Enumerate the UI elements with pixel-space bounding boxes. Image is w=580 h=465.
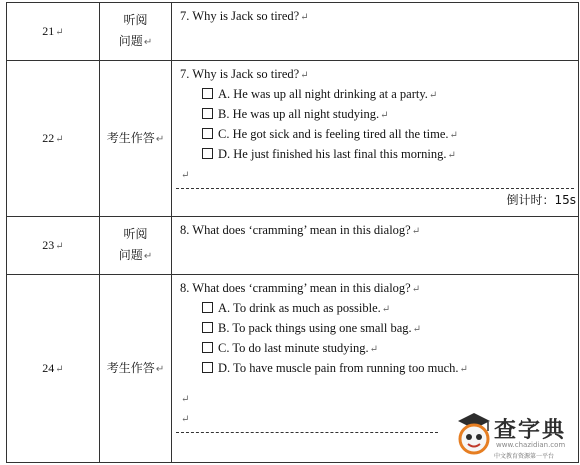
paragraph-mark: ↵ [300, 12, 309, 23]
paragraph-mark: ↵ [143, 251, 153, 262]
question-text: 7. Why is Jack so tired? [180, 9, 300, 23]
checkbox-c[interactable] [202, 128, 213, 139]
paragraph-mark: ↵ [380, 110, 389, 121]
checkbox-b[interactable] [202, 322, 213, 333]
row-number: 22 [42, 131, 55, 145]
checkbox-a[interactable] [202, 302, 213, 313]
option-d[interactable] [172, 144, 578, 164]
paragraph-mark: ↵ [411, 226, 421, 237]
logo-title: 查字典 [494, 418, 567, 443]
option-c[interactable] [172, 338, 578, 358]
type-label-line1: 听阅 [123, 227, 148, 241]
option-b[interactable] [172, 318, 578, 338]
row-type-cell [100, 3, 172, 61]
paragraph-mark: ↵ [181, 170, 190, 181]
countdown-timer: 倒计时：15s [506, 193, 576, 207]
option-d-text: D. To have muscle pain from running too much. [218, 361, 459, 375]
question-text: 8. What does ‘cramming’ mean in this dialog? [180, 281, 411, 295]
logo-subtitle: 中文教育资源第一平台 [494, 453, 555, 460]
paragraph-mark: ↵ [55, 364, 64, 375]
table-row [7, 217, 579, 275]
row-number: 21 [42, 24, 55, 38]
paragraph-mark: ↵ [55, 134, 64, 145]
type-label-line1: 听阅 [123, 13, 148, 27]
option-a[interactable] [172, 84, 578, 104]
checkbox-c[interactable] [202, 342, 213, 353]
paragraph-mark: ↵ [428, 90, 438, 101]
row-number-cell [7, 61, 100, 217]
option-a[interactable] [172, 298, 578, 318]
paragraph-mark: ↵ [143, 37, 153, 48]
question-cell [172, 3, 579, 61]
question-text: 7. Why is Jack so tired? [180, 67, 300, 81]
paragraph-mark: ↵ [449, 130, 458, 141]
option-b-text: B. To pack things using one small bag. [218, 321, 412, 335]
question-cell [172, 217, 579, 275]
option-b-text: B. He was up all night studying. [218, 107, 380, 121]
paragraph-mark: ↵ [459, 364, 468, 375]
row-type-cell [100, 61, 172, 217]
option-d-text: D. He just finished his last final this morning. [218, 147, 447, 161]
checkbox-a[interactable] [202, 88, 213, 99]
option-d[interactable] [172, 358, 578, 378]
option-c-text: C. He got sick and is feeling tired all the time. [218, 127, 449, 141]
paragraph-mark: ↵ [300, 70, 309, 81]
paragraph-mark: ↵ [55, 241, 64, 252]
logo-url: www.chazidian.com [496, 441, 566, 449]
checkbox-d[interactable] [202, 148, 213, 159]
paragraph-mark: ↵ [181, 414, 190, 425]
row-number-cell [7, 217, 100, 275]
answer-cell [172, 61, 579, 217]
mascot-icon [450, 407, 494, 463]
type-label: 考生作答 [106, 130, 155, 145]
table-row [7, 3, 579, 61]
option-b[interactable] [172, 104, 578, 124]
row-number: 24 [42, 361, 55, 375]
option-c-text: C. To do last minute studying. [218, 341, 369, 355]
option-a-text: A. He was up all night drinking at a party. [218, 87, 428, 101]
paragraph-mark: ↵ [55, 27, 64, 38]
paragraph-mark: ↵ [369, 344, 379, 355]
row-number-cell [7, 3, 100, 61]
checkbox-d[interactable] [202, 362, 213, 373]
paragraph-mark: ↵ [447, 150, 456, 161]
paragraph-mark: ↵ [181, 394, 190, 405]
table-row [7, 61, 579, 217]
row-type-cell [100, 217, 172, 275]
type-label-line2: 问题 [118, 248, 143, 262]
type-label: 考生作答 [106, 360, 155, 375]
site-logo [450, 407, 576, 463]
checkbox-b[interactable] [202, 108, 213, 119]
row-number: 23 [42, 238, 55, 252]
paragraph-mark: ↵ [411, 284, 421, 295]
paragraph-mark: ↵ [155, 133, 165, 145]
paragraph-mark: ↵ [155, 363, 165, 375]
row-type-cell [100, 275, 172, 463]
paragraph-mark: ↵ [412, 324, 422, 335]
option-c[interactable] [172, 124, 578, 144]
exam-table [6, 2, 579, 463]
question-text: 8. What does ‘cramming’ mean in this dialog? [180, 223, 411, 237]
type-label-line2: 问题 [118, 34, 143, 48]
option-a-text: A. To drink as much as possible. [218, 301, 381, 315]
row-number-cell [7, 275, 100, 463]
dashed-divider [176, 432, 438, 433]
paragraph-mark: ↵ [381, 304, 391, 315]
